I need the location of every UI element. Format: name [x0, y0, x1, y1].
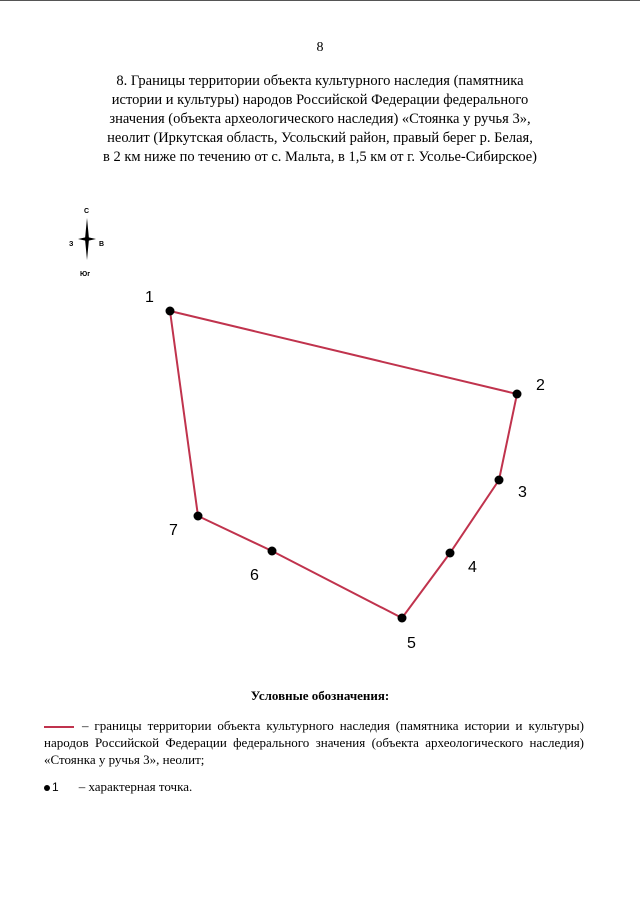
characteristic-point-6 — [268, 547, 277, 556]
legend-point-entry — [44, 778, 584, 796]
compass-east-label: В — [99, 241, 105, 248]
heading-line: 8. Границы территории объекта культурного наследия (памятника — [116, 73, 524, 89]
compass-north-label: С — [84, 208, 90, 215]
characteristic-point-3 — [495, 476, 504, 485]
characteristic-point-1 — [166, 307, 175, 316]
point-label-6: 6 — [250, 567, 259, 584]
territory-boundary-line — [170, 311, 517, 618]
point-label-3: 3 — [518, 484, 527, 501]
point-label-7: 7 — [169, 522, 178, 539]
page-number: 8 — [316, 40, 324, 55]
heading-line: истории и культуры) народов Российской Федерации федерального — [111, 92, 529, 108]
point-label-2: 2 — [536, 377, 545, 394]
legend-boundary-text: – границы территории объекта культурного наследия (памятника истории и культуры) народов Российской Федерации федерального значения (объекта археологического наследия) «Стоянка у ручья 3», неолит; — [44, 718, 584, 767]
compass-west-label: З — [69, 241, 74, 248]
characteristic-point-4 — [446, 549, 455, 558]
heading-line: неолит (Иркутская область, Усольский район, правый берег р. Белая, — [107, 130, 533, 146]
characteristic-point-2 — [513, 390, 522, 399]
legend-boundary-entry — [44, 717, 584, 768]
legend-title: Условные обозначения: — [250, 688, 390, 703]
legend-point-text: – характерная точка. — [78, 779, 193, 794]
characteristic-point-5 — [398, 614, 407, 623]
boundary-line-sample — [44, 726, 74, 728]
point-label-5: 5 — [407, 635, 416, 652]
characteristic-point-7 — [194, 512, 203, 521]
heading-line: значения (объекта археологического наследия) «Стоянка у ручья 3», — [109, 111, 531, 127]
point-sample-label: 1 — [52, 780, 59, 794]
heading-line: в 2 км ниже по течению от с. Мальта, в 1,5 км от г. Усолье-Сибирское) — [102, 149, 538, 165]
point-label-4: 4 — [468, 559, 477, 576]
point-label-1: 1 — [145, 289, 154, 306]
compass-south-label: Юг — [80, 271, 91, 278]
point-sample-dot — [44, 785, 50, 791]
